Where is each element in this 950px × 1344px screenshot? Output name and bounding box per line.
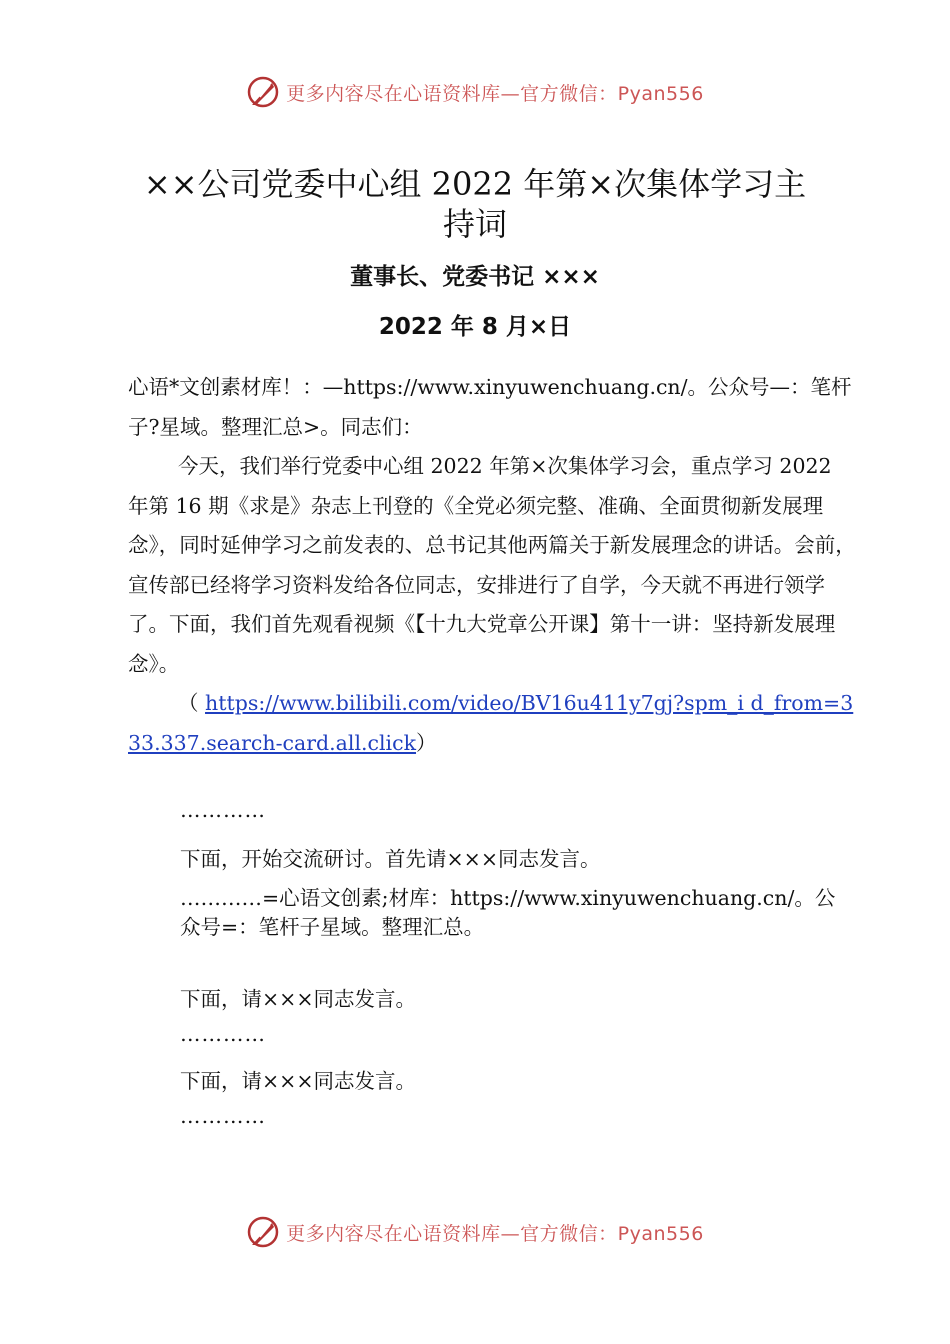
quill-seal-icon [246,1215,280,1249]
intro-paragraph: 心语*文创素材库！：—https://www.xinyuwenchuang.cn/。公众号—：笔杆子?星域。整理汇总>。同志们： [128,375,852,439]
ellipsis-2: ………… [180,1022,266,1046]
watermark-text: 更多内容尽在心语资料库—官方微信：Pyan556 [286,82,704,105]
document-date: 2022 年 8 月×日 [378,314,572,340]
ellipsis-1: ………… [180,798,266,822]
discussion-line: 下面，开始交流研讨。首先请×××同志发言。 [180,847,601,871]
video-link-paragraph [128,684,856,763]
ellipsis-3: ………… [180,1104,266,1128]
watermark-paragraph: …………=心语文创素;材库：https://www.xinyuwenchuang.cn/。公众号=：笔杆子星域。整理汇总。 [180,886,836,939]
document-body [128,368,856,763]
video-link[interactable]: https://www.bilibili.com/video/BV16u411y7gj?spm_i d_from=333.337.search-card.all.click [128,691,854,755]
next-speaker-line-1: 下面，请×××同志发言。 [180,987,417,1011]
document-author: 董事长、党委书记 ××× [350,264,600,290]
link-open-paren: （ [178,691,206,715]
link-close-paren: ） [416,730,437,755]
next-speaker-line-2: 下面，请×××同志发言。 [180,1069,417,1093]
wechat-id: Pyan556 [617,1222,704,1245]
wechat-id: Pyan556 [617,82,704,105]
watermark-text: 更多内容尽在心语资料库—官方微信：Pyan556 [286,1222,704,1245]
watermark-banner-top [0,72,950,112]
quill-seal-icon [246,75,280,109]
watermark-banner-bottom [0,1212,950,1252]
document-title: ××公司党委中心组 2022 年第×次集体学习主持词 [143,165,807,243]
main-paragraph: 今天，我们举行党委中心组 2022 年第×次集体学习会，重点学习 2022 年第 16 期《求是》杂志上刊登的《全党必须完整、准确、全面贯彻新发展理念》，同时延伸学习之前发表的、总书记其他两篇关于新发展理念的讲话。会前，宣传部已经将学习资料发给各位同志，安排进行了自学，今天就不再进行领学了。下面，我们首先观看视频《【十九大党章公开课】第十一讲：坚持新发展理念》。 [128,454,856,676]
